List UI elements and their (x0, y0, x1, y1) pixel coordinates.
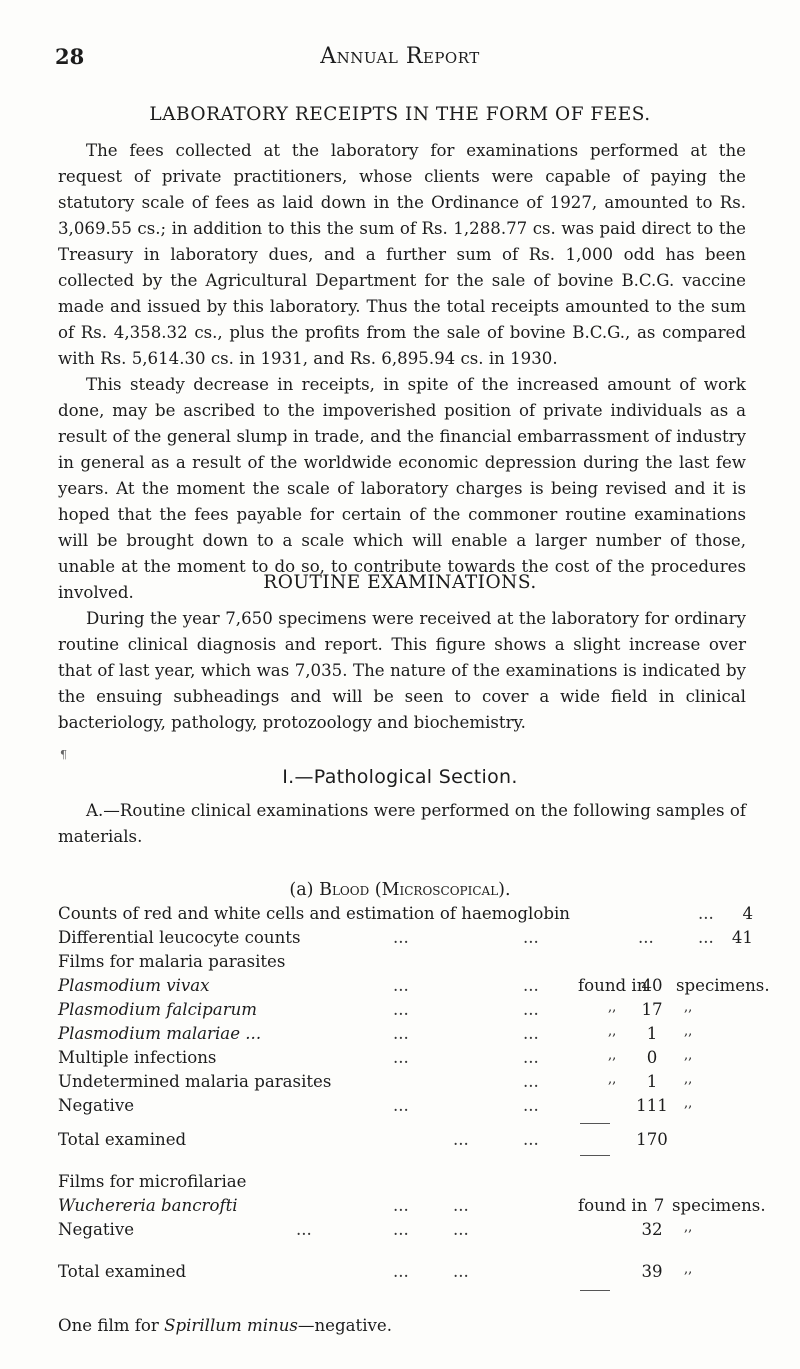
closing-prefix: One film for (58, 1316, 159, 1335)
row-value: 0 (646, 1048, 658, 1067)
leader-dots: ... (523, 1024, 539, 1043)
page-number: 28 (55, 44, 85, 69)
table-row (58, 904, 753, 926)
heading-routine-examinations: ROUTINE EXAMINATIONS. (263, 572, 537, 593)
leader-dots: ... (523, 1048, 539, 1067)
total-label: Total examined (58, 1130, 187, 1149)
heading-pathological-section: I.—Pathological Section. (282, 766, 518, 788)
subheading-text: Blood (Microscopical). (319, 880, 511, 900)
total-row (58, 1130, 748, 1152)
routine-paragraph (58, 606, 746, 736)
row-label: Counts of red and white cells and estimation of haemoglobin (58, 904, 570, 923)
closing-line (58, 1316, 392, 1335)
ditto-mark: ,, (608, 1000, 617, 1015)
sum-rule (580, 1290, 610, 1291)
fees-paragraph-2: This steady decrease in receipts, in spite of the increased amount of work done, may be ascribed to the impoverished position of private individuals as a result of the general slump in trade, and the financial embarrassment of industry in general as a result of the worldwide economic depression during the last few years. At the moment the scale of laboratory charges is being revised and it is hoped that the fees payable for certain of the commoner routine examinations will be brought down to a scale which will enable a larger number of those, unable at the moment to do so, to contribute towards the cost of the procedures involved. (58, 375, 746, 602)
row-label: Undetermined malaria parasites (58, 1072, 332, 1091)
table-row (58, 1072, 748, 1094)
ditto-mark: ,, (608, 1048, 617, 1063)
leader-dots: ... (698, 928, 714, 947)
row-label: Differential leucocyte counts (58, 928, 301, 947)
row-value: 111 (636, 1096, 668, 1115)
total-value: 39 (641, 1262, 663, 1281)
leader-dots: ... (698, 904, 714, 923)
row-value: 1 (646, 1024, 658, 1043)
leader-dots: ... (523, 976, 539, 995)
closing-suffix: —negative. (297, 1316, 392, 1335)
leader-dots: ... (523, 1130, 539, 1149)
row-value: 7 (653, 1196, 665, 1215)
row-value: 17 (641, 1000, 663, 1019)
malaria-heading: Films for malaria parasites (58, 952, 286, 971)
ditto-mark: ,, (684, 1000, 693, 1015)
leader-dots: ... (393, 1024, 409, 1043)
leader-dots: ... (453, 1130, 469, 1149)
table-row (58, 1048, 748, 1070)
table-row (58, 1196, 766, 1218)
subheading-blood (60, 880, 740, 900)
leader-dots: ... (393, 928, 409, 947)
row-label: Multiple infections (58, 1048, 217, 1067)
row-label: Plasmodium malariae ... (58, 1024, 262, 1043)
leader-dots: ... (393, 976, 409, 995)
group-heading (58, 1172, 748, 1194)
row-label: Plasmodium falciparum (58, 1000, 258, 1019)
pathological-intro-text: A.—Routine clinical examinations were performed on the following samples of materials. (58, 801, 746, 846)
unit-label: specimens. (672, 1196, 766, 1215)
ditto-mark: ,, (684, 1048, 693, 1063)
leader-dots: ... (523, 1072, 539, 1091)
sum-rule (580, 1123, 610, 1124)
leader-dots: ... (393, 1196, 409, 1215)
leader-dots: ... (523, 1096, 539, 1115)
leader-dots: ... (523, 928, 539, 947)
table-row (58, 928, 753, 950)
ditto-mark: ,, (608, 1072, 617, 1087)
total-value: 170 (636, 1130, 668, 1149)
ditto-mark: ,, (684, 1024, 693, 1039)
stray-mark: ¶ (60, 748, 67, 761)
found-in-label: found in (578, 1196, 648, 1215)
leader-dots: ... (393, 1048, 409, 1067)
leader-dots: ... (393, 1000, 409, 1019)
leader-dots: ... (638, 928, 654, 947)
fees-paragraph-1: The fees collected at the laboratory for examinations performed at the request of private practitioners, whose clients were capable of paying the statutory scale of fees as laid down in the Ordinance of 1927, amounted to Rs. 3,069.55 cs.; in addition to this the sum of Rs. 1,288.77 cs. was paid direct to the Treasury in laboratory dues, and a further sum of Rs. 1,000 odd has been collected by the Agricultural Department for the sale of bovine B.C.G. vaccine made and issued by this laboratory. Thus the total receipts amounted to the sum of Rs. 4,358.32 cs., plus the profits from the sale of bovine B.C.G., as compared with Rs. 5,614.30 cs. in 1931, and Rs. 6,895.94 cs. in 1930. (58, 141, 746, 368)
leader-dots: ... (393, 1262, 409, 1281)
row-value: 32 (641, 1220, 663, 1239)
row-value: 1 (646, 1072, 658, 1091)
row-label: Plasmodium vivax (58, 976, 210, 995)
ditto-mark: ,, (608, 1024, 617, 1039)
subheading-prefix: (a) (289, 880, 314, 900)
leader-dots: ... (453, 1262, 469, 1281)
row-value: 40 (641, 976, 663, 995)
row-value: 4 (742, 904, 753, 923)
table-row (58, 1024, 748, 1046)
leader-dots: ... (453, 1220, 469, 1239)
ditto-mark: ,, (684, 1262, 693, 1277)
row-label: Negative (58, 1096, 135, 1115)
ditto-mark: ,, (684, 1220, 693, 1235)
total-row (58, 1262, 748, 1284)
row-label: Wuchereria bancrofti (58, 1196, 238, 1215)
table-row (58, 1000, 748, 1022)
ditto-mark: ,, (684, 1072, 693, 1087)
leader-dots: ... (393, 1220, 409, 1239)
found-in-label: found in (578, 976, 648, 995)
table-row (58, 1220, 748, 1242)
total-label: Total examined (58, 1262, 187, 1281)
table-row (58, 1096, 748, 1118)
microfilariae-heading: Films for microfilariae (58, 1172, 247, 1191)
routine-paragraph-text: During the year 7,650 specimens were received at the laboratory for ordinary routine clinical diagnosis and report. This figure shows a slight increase over that of last year, which was 7,035. The nature of the examinations is indicated by the ensuing subheadings and will be seen to cover a wide field in clinical bacteriology, pathology, protozoology and biochemistry. (58, 609, 746, 732)
table-row (58, 976, 770, 998)
fees-paragraphs (58, 138, 746, 606)
pathological-intro (58, 798, 746, 850)
heading-laboratory-receipts: LABORATORY RECEIPTS IN THE FORM OF FEES. (149, 104, 651, 125)
group-heading (58, 952, 748, 974)
row-label: Negative (58, 1220, 135, 1239)
closing-species: Spirillum minus (164, 1316, 298, 1335)
row-value: 41 (731, 928, 753, 947)
unit-label: specimens. (676, 976, 770, 995)
leader-dots: ... (453, 1196, 469, 1215)
leader-dots: ... (523, 1000, 539, 1019)
leader-dots: ... (393, 1096, 409, 1115)
sum-rule (580, 1155, 610, 1156)
running-title: Annual Report (320, 44, 480, 69)
leader-dots: ... (296, 1220, 312, 1239)
page-header (55, 40, 745, 76)
ditto-mark: ,, (684, 1096, 693, 1111)
